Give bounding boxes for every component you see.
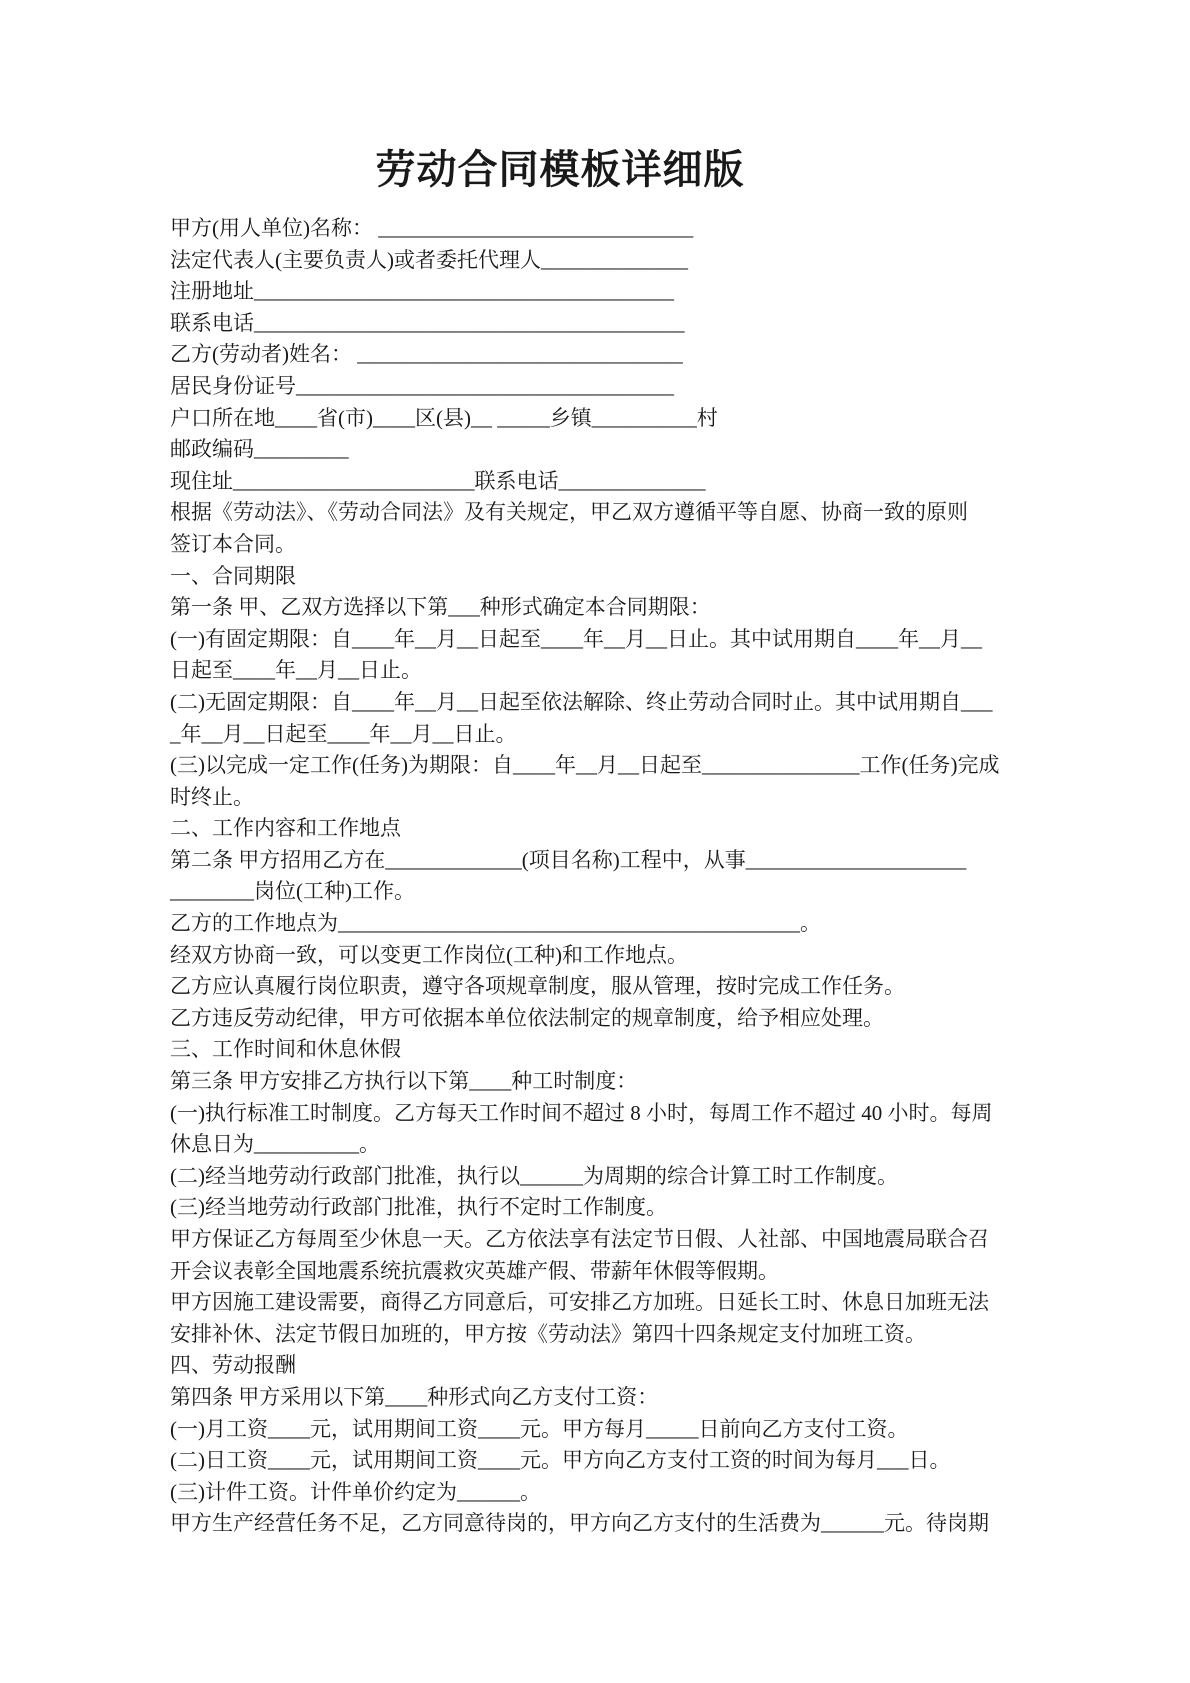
preamble-line: 签订本合同。 [170, 531, 296, 556]
doc-line: ________岗位(工种)工作。 [170, 879, 415, 904]
doc-line: (三)以完成一定工作(任务)为期限：自____年__月__日起至_______________工作(任务)完成 [170, 753, 1000, 778]
party-a-name-line: 甲方(用人单位)名称： ______________________________ [170, 216, 694, 240]
section-3-heading: 三、工作时间和休息休假 [170, 1037, 401, 1062]
doc-line: 甲方生产经营任务不足，乙方同意待岗的，甲方向乙方支付的生活费为______元。待岗期 [170, 1511, 989, 1536]
doc-line: (二)日工资____元，试用期间工资____元。甲方向乙方支付工资的时间为每月___日。 [170, 1448, 951, 1473]
doc-line: (二)经当地劳动行政部门批准，执行以______为周期的综合计算工时工作制度。 [170, 1163, 898, 1188]
household-registration-line: 户口所在地____省(市)____区(县)__ _____乡镇__________村 [170, 405, 718, 430]
doc-line: 甲方保证乙方每周至少休息一天。乙方依法享有法定节日假、人社部、中国地震局联合召 [170, 1227, 989, 1251]
section-2-heading: 二、工作内容和工作地点 [170, 816, 401, 841]
article-2-line: 第二条 甲方招用乙方在_____________(项目名称)工程中，从事_____________________ [170, 847, 967, 872]
doc-line: (二)无固定期限：自____年__月__日起至依法解除、终止劳动合同时止。其中试用期自___ [170, 689, 993, 714]
doc-line: 甲方因施工建设需要，商得乙方同意后，可安排乙方加班。日延长工时、休息日加班无法 [170, 1290, 989, 1315]
contact-phone-line: 联系电话_________________________________________ [170, 310, 685, 335]
party-b-name-line: 乙方(劳动者)姓名： _______________________________ [170, 342, 683, 367]
doc-line: (三)计件工资。计件单价约定为______。 [170, 1479, 541, 1504]
doc-line: 乙方的工作地点为____________________________________________。 [170, 911, 821, 936]
legal-representative-line: 法定代表人(主要负责人)或者委托代理人______________ [170, 247, 688, 272]
doc-line: (一)月工资____元，试用期间工资____元。甲方每月_____日前向乙方支付工资。 [170, 1416, 909, 1441]
preamble-line: 根据《劳动法》、《劳动合同法》及有关规定，甲乙双方遵循平等自愿、协商一致的原则 [170, 500, 968, 525]
document-title: 劳动合同模板详细版 [375, 147, 745, 192]
doc-line: (一)执行标准工时制度。乙方每天工作时间不超过 8 小时，每周工作不超过 40 小时。每周 [170, 1100, 993, 1125]
doc-line: (一)有固定期限：自____年__月__日起至____年__月__日止。其中试用期自____年__月__ [170, 626, 982, 651]
doc-line: 经双方协商一致，可以变更工作岗位(工种)和工作地点。 [170, 942, 688, 967]
article-3-line: 第三条 甲方安排乙方执行以下第____种工时制度： [170, 1069, 638, 1094]
doc-line: 乙方违反劳动纪律，甲方可依据本单位依法制定的规章制度，给予相应处理。 [170, 1005, 884, 1030]
current-address-line: 现住址_______________________联系电话______________ [170, 468, 706, 493]
article-1-line: 第一条 甲、乙双方选择以下第___种形式确定本合同期限： [170, 595, 711, 620]
section-1-heading: 一、合同期限 [170, 563, 296, 588]
id-number-line: 居民身份证号____________________________________ [170, 373, 674, 398]
doc-line: 乙方应认真履行岗位职责，遵守各项规章制度，服从管理，按时完成工作任务。 [170, 974, 905, 999]
article-4-line: 第四条 甲方采用以下第____种形式向乙方支付工资： [170, 1384, 659, 1409]
document-body [170, 213, 1022, 1540]
doc-line: 开会议表彰全国地震系统抗震救灾英雄产假、带薪年休假等假期。 [170, 1258, 779, 1283]
doc-line: _年__月__日起至____年__月__日止。 [170, 721, 517, 746]
doc-line: 时终止。 [170, 784, 254, 809]
doc-line: (三)经当地劳动行政部门批准，执行不定时工作制度。 [170, 1195, 667, 1220]
registered-address-line: 注册地址________________________________________ [170, 279, 674, 304]
doc-line: 日起至____年__月__日止。 [170, 658, 422, 683]
doc-line: 安排补休、法定节假日加班的，甲方按《劳动法》第四十四条规定支付加班工资。 [170, 1321, 926, 1346]
section-4-heading: 四、劳动报酬 [170, 1353, 296, 1378]
doc-line: 休息日为__________。 [170, 1132, 380, 1157]
postal-code-line: 邮政编码_________ [170, 437, 349, 462]
